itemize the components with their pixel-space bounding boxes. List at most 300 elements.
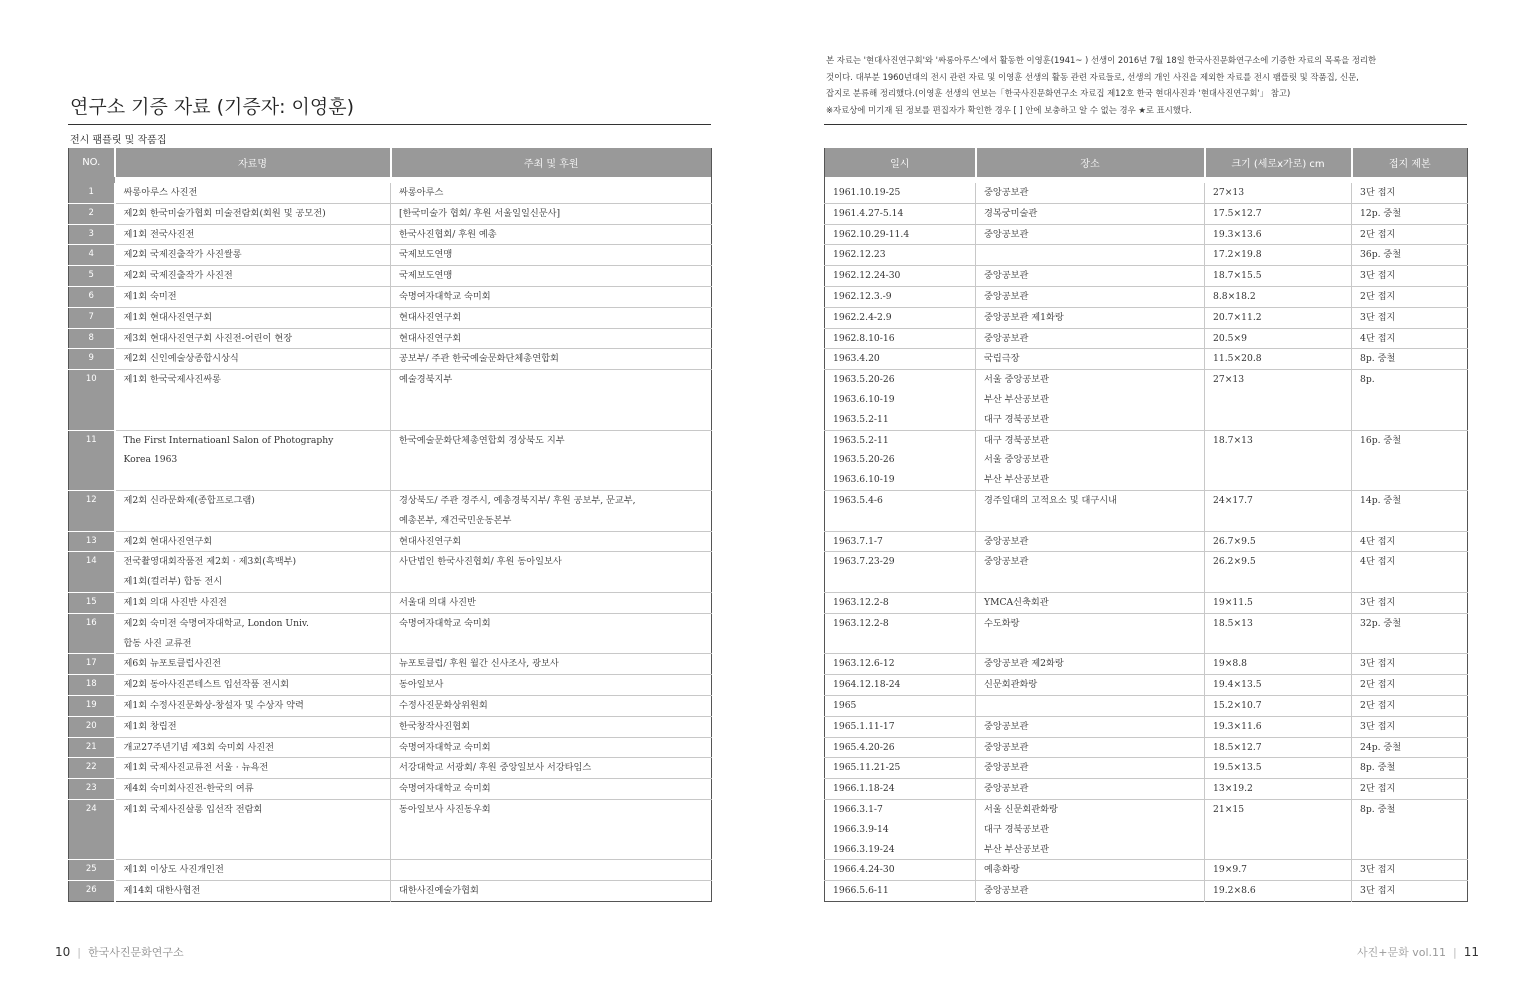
host-sponsor-line: 현대사진연구회 xyxy=(399,311,462,323)
material-title-line: 제3회 현대사진연구회 사진전-어린이 현장 xyxy=(123,332,293,344)
materials-table-left xyxy=(68,148,712,902)
binding-type xyxy=(1352,613,1468,654)
row-number-text: 11 xyxy=(85,434,97,445)
title-rule-left xyxy=(68,124,711,125)
table-row xyxy=(69,799,712,859)
host-sponsor-line: 서강대학교 서광회/ 후원 중앙일보사 서강타임스 xyxy=(399,762,592,774)
binding-type-text: 3단 접지 xyxy=(1360,864,1396,876)
item-size xyxy=(1205,531,1352,552)
host-sponsor-line: 대한사진예술가협회 xyxy=(399,885,479,897)
table-row xyxy=(69,430,712,490)
material-title-line: 제1회(컬러부) 합동 전시 xyxy=(123,576,223,588)
material-title-line: 제2회 국제진출작가 사진전 xyxy=(123,270,233,282)
row-number-text: 19 xyxy=(85,699,97,710)
binding-type-text: 4단 접지 xyxy=(1360,556,1396,568)
exhibition-place xyxy=(976,266,1205,287)
item-size xyxy=(1205,654,1352,675)
binding-type-text: 8p. 중철 xyxy=(1360,803,1396,815)
item-size-text: 27×13 xyxy=(1213,374,1245,386)
host-sponsor-line: 뉴포토클럽/ 후원 월간 신사조사, 광보사 xyxy=(399,658,559,670)
host-sponsor-line: 숙명여자대학교 숙미회 xyxy=(399,783,491,795)
exhibition-date-line: 1966.3.9-14 xyxy=(833,823,889,835)
binding-type-text: 12p. 중철 xyxy=(1360,207,1402,219)
exhibition-date xyxy=(825,552,976,593)
exhibition-date-line: 1963.6.10-19 xyxy=(833,393,895,405)
page-number: 10 xyxy=(55,945,71,959)
journal-name: 사진+문화 vol.11 xyxy=(1356,946,1446,959)
exhibition-date xyxy=(825,224,976,245)
exhibition-place-line: 중앙공보관 xyxy=(984,720,1029,732)
host-sponsor-line xyxy=(399,840,711,860)
footer-right: 사진+문화 vol.11 | 11 xyxy=(1356,945,1479,959)
material-title xyxy=(115,881,391,902)
material-title-line xyxy=(124,410,391,430)
binding-type-text: 2단 접지 xyxy=(1360,290,1396,302)
exhibition-date xyxy=(825,266,976,287)
host-sponsor xyxy=(391,370,712,430)
exhibition-place-line: 부산 부산공보관 xyxy=(984,393,1050,405)
table-row xyxy=(69,613,712,654)
exhibition-date xyxy=(825,328,976,349)
item-size xyxy=(1205,779,1352,800)
exhibition-date-line: 1966.3.19-24 xyxy=(833,843,895,855)
exhibition-place-line: 대구 경북공보관 xyxy=(984,823,1050,835)
exhibition-place-line xyxy=(984,511,1204,531)
binding-type xyxy=(1352,245,1468,266)
item-size-text: 27×13 xyxy=(1213,187,1245,198)
material-title-line xyxy=(124,390,391,410)
exhibition-date-line: 1963.12.6-12 xyxy=(833,658,895,670)
exhibition-place xyxy=(976,203,1205,224)
row-number-text: 5 xyxy=(88,270,94,281)
material-title-line xyxy=(124,511,391,531)
material-title xyxy=(115,716,391,737)
table-row xyxy=(69,860,712,881)
exhibition-place-line: 중앙공보관 xyxy=(984,556,1029,568)
row-number-text: 8 xyxy=(88,332,94,343)
table-row xyxy=(69,531,712,552)
exhibition-place-line: 중앙공보관 xyxy=(984,332,1029,344)
material-title xyxy=(115,370,391,430)
item-size xyxy=(1205,758,1352,779)
host-sponsor xyxy=(391,266,712,287)
row-number xyxy=(69,203,115,224)
item-size-text: 21×15 xyxy=(1213,803,1245,815)
exhibition-date-line: 1963.5.4-6 xyxy=(833,494,883,506)
row-number-text: 4 xyxy=(88,249,94,260)
exhibition-date-line xyxy=(833,511,975,531)
binding-type-text: 14p. 중철 xyxy=(1360,494,1402,506)
table-row xyxy=(69,592,712,613)
material-title xyxy=(115,613,391,654)
table-row xyxy=(69,370,712,430)
row-number xyxy=(69,592,115,613)
host-sponsor xyxy=(391,286,712,307)
host-sponsor-line xyxy=(399,860,711,880)
host-sponsor xyxy=(391,490,712,531)
binding-type-text: 2단 접지 xyxy=(1360,228,1396,240)
host-sponsor-line xyxy=(399,572,711,592)
host-sponsor xyxy=(391,328,712,349)
exhibition-date-line: 1962.2.4-2.9 xyxy=(833,311,892,323)
item-size xyxy=(1205,695,1352,716)
table-row xyxy=(69,490,712,531)
table-row xyxy=(825,758,1468,779)
material-title-line: 제14회 대한사협전 xyxy=(123,885,201,897)
row-number xyxy=(69,183,115,203)
host-sponsor-line: 공보부/ 주관 한국예술문화단체총연합회 xyxy=(399,353,559,365)
table-row xyxy=(825,613,1468,654)
table-row xyxy=(825,266,1468,287)
binding-type-text: 3단 접지 xyxy=(1360,270,1396,282)
page-number: 11 xyxy=(1463,945,1479,959)
material-title xyxy=(115,224,391,245)
material-title xyxy=(115,430,391,490)
row-number xyxy=(69,695,115,716)
exhibition-date xyxy=(825,592,976,613)
host-sponsor-line: 숙명여자대학교 숙미회 xyxy=(399,741,491,753)
binding-type xyxy=(1352,758,1468,779)
exhibition-date-line: 1964.12.18-24 xyxy=(833,679,901,691)
host-sponsor xyxy=(391,779,712,800)
binding-type xyxy=(1352,860,1468,881)
row-number xyxy=(69,224,115,245)
row-number xyxy=(69,370,115,430)
table-row xyxy=(69,737,712,758)
item-size-text: 8.8×18.2 xyxy=(1213,290,1256,302)
exhibition-date xyxy=(825,430,976,490)
table-row xyxy=(825,430,1468,490)
exhibition-place xyxy=(976,328,1205,349)
exhibition-date xyxy=(825,531,976,552)
item-size xyxy=(1205,592,1352,613)
item-size-text: 19.5×13.5 xyxy=(1213,762,1262,774)
row-number xyxy=(69,531,115,552)
table-row xyxy=(825,349,1468,370)
exhibition-date-line: 1965.1.11-17 xyxy=(833,720,895,732)
exhibition-place xyxy=(976,183,1205,203)
item-size xyxy=(1205,716,1352,737)
host-sponsor xyxy=(391,716,712,737)
exhibition-date-line: 1965.4.20-26 xyxy=(833,741,895,753)
binding-type xyxy=(1352,716,1468,737)
item-size xyxy=(1205,349,1352,370)
row-number xyxy=(69,779,115,800)
intro-text xyxy=(826,52,1466,118)
binding-type-text: 3단 접지 xyxy=(1360,720,1396,732)
section-label: 전시 팸플릿 및 작품집 xyxy=(70,135,167,146)
row-number-text: 21 xyxy=(85,741,97,752)
row-number-text: 7 xyxy=(88,311,94,322)
exhibition-date xyxy=(825,349,976,370)
item-size-text: 20.7×11.2 xyxy=(1213,311,1262,323)
binding-type-text: 8p. 중철 xyxy=(1360,762,1396,774)
materials-table-right xyxy=(824,148,1468,902)
table-row xyxy=(825,799,1468,859)
exhibition-date xyxy=(825,490,976,531)
row-number xyxy=(69,490,115,531)
row-number xyxy=(69,881,115,902)
exhibition-date xyxy=(825,695,976,716)
material-title xyxy=(115,675,391,696)
row-number-text: 18 xyxy=(85,679,97,690)
table-row xyxy=(69,654,712,675)
exhibition-place-line: 중앙공보관 xyxy=(984,187,1029,198)
item-size xyxy=(1205,307,1352,328)
item-size xyxy=(1205,860,1352,881)
exhibition-date xyxy=(825,716,976,737)
exhibition-place xyxy=(976,286,1205,307)
item-size-text: 19.3×13.6 xyxy=(1213,228,1262,240)
item-size xyxy=(1205,328,1352,349)
item-size xyxy=(1205,266,1352,287)
host-sponsor xyxy=(391,799,712,859)
exhibition-date-line: 1963.5.2-11 xyxy=(833,413,889,425)
binding-type xyxy=(1352,552,1468,593)
header-title: 자료명 xyxy=(115,148,391,177)
item-size-text: 18.7×13 xyxy=(1213,434,1253,446)
item-size-text: 17.5×12.7 xyxy=(1213,207,1262,219)
host-sponsor-line: 국제보도연맹 xyxy=(399,249,453,261)
material-title-line: 제4회 숙미회사진전-한국의 여류 xyxy=(123,783,254,795)
table-row xyxy=(69,779,712,800)
exhibition-place-line: 부산 부산공보관 xyxy=(984,474,1050,486)
exhibition-date xyxy=(825,675,976,696)
host-sponsor-line: 현대사진연구회 xyxy=(399,332,462,344)
binding-type-text: 4단 접지 xyxy=(1360,332,1396,344)
table-row xyxy=(69,224,712,245)
exhibition-place xyxy=(976,552,1205,593)
host-sponsor xyxy=(391,552,712,593)
host-sponsor-line: 한국사진협회/ 후원 예총 xyxy=(399,228,497,240)
binding-type-text: 4단 접지 xyxy=(1360,535,1396,547)
row-number-text: 26 xyxy=(85,885,97,896)
row-number xyxy=(69,266,115,287)
material-title-line: The First Internatioanl Salon of Photography xyxy=(123,434,334,446)
host-sponsor-line: 사단법인 한국사진협회/ 후원 동아일보사 xyxy=(399,556,562,568)
host-sponsor-line: [한국미술가 협회/ 후원 서울일일신문사] xyxy=(399,207,561,219)
binding-type xyxy=(1352,286,1468,307)
host-sponsor xyxy=(391,307,712,328)
item-size xyxy=(1205,224,1352,245)
exhibition-date-line: 1962.12.23 xyxy=(833,249,886,261)
material-title-line: 제1회 전국사진전 xyxy=(123,228,195,240)
exhibition-place xyxy=(976,675,1205,696)
host-sponsor-line xyxy=(399,410,711,430)
exhibition-place xyxy=(976,370,1205,430)
exhibition-date-line: 1963.5.20-26 xyxy=(833,374,895,386)
exhibition-place xyxy=(976,737,1205,758)
item-size-text: 26.7×9.5 xyxy=(1213,535,1256,547)
binding-type-text: 24p. 중철 xyxy=(1360,741,1402,753)
exhibition-place xyxy=(976,224,1205,245)
item-size xyxy=(1205,430,1352,490)
binding-type-text: 32p. 중철 xyxy=(1360,617,1402,629)
exhibition-date-line: 1963.6.10-19 xyxy=(833,474,895,486)
material-title-line: 제1회 숙미전 xyxy=(123,290,177,302)
material-title-line: 개교27주년기념 제3회 숙미회 사진전 xyxy=(123,741,275,753)
item-size-text: 19×8.8 xyxy=(1213,658,1248,670)
item-size-text: 24×17.7 xyxy=(1213,494,1253,506)
exhibition-place-line xyxy=(984,634,1204,654)
exhibition-place-line: 중앙공보관 xyxy=(984,741,1029,753)
exhibition-date xyxy=(825,613,976,654)
exhibition-place xyxy=(976,613,1205,654)
exhibition-place xyxy=(976,860,1205,881)
material-title-line: 제1회 국제사진교류전 서울 · 뉴욕전 xyxy=(123,762,269,774)
item-size-text: 18.5×13 xyxy=(1213,617,1253,629)
row-number-text: 3 xyxy=(88,228,94,239)
host-sponsor xyxy=(391,654,712,675)
host-sponsor-line: 동아일보사 사진동우회 xyxy=(399,803,491,815)
binding-type-text: 3단 접지 xyxy=(1360,311,1396,323)
host-sponsor-line: 한국예술문화단체총연합회 경상북도 지부 xyxy=(399,434,565,446)
material-title-line: 제1회 의대 사진반 사진전 xyxy=(123,596,227,608)
host-sponsor xyxy=(391,183,712,203)
binding-type-text: 8p. xyxy=(1360,374,1375,386)
item-size-text: 26.2×9.5 xyxy=(1213,556,1256,568)
material-title-line: 제6회 뉴포토클럽사진전 xyxy=(123,658,222,670)
material-title xyxy=(115,286,391,307)
material-title xyxy=(115,183,391,203)
row-number-text: 17 xyxy=(85,658,97,669)
exhibition-date-line: 1961.10.19-25 xyxy=(833,187,901,198)
exhibition-place-line: 중앙공보관 xyxy=(984,535,1029,547)
material-title xyxy=(115,349,391,370)
host-sponsor xyxy=(391,675,712,696)
host-sponsor-line: 숙명여자대학교 숙미회 xyxy=(399,617,491,629)
item-size-text: 19.3×11.6 xyxy=(1213,720,1262,732)
material-title-line: 제2회 국제진출작가 사진쌀롱 xyxy=(123,249,242,261)
binding-type xyxy=(1352,266,1468,287)
host-sponsor xyxy=(391,349,712,370)
item-size xyxy=(1205,490,1352,531)
table-row xyxy=(69,349,712,370)
exhibition-date xyxy=(825,758,976,779)
exhibition-place-line: 예총화랑 xyxy=(984,864,1020,876)
material-title-line: 전국촬영대회작품전 제2회 · 제3회(흑백부) xyxy=(123,556,297,568)
host-sponsor-line: 국제보도연맹 xyxy=(399,270,453,282)
exhibition-date-line: 1966.5.6-11 xyxy=(833,885,889,897)
table-row xyxy=(825,183,1468,203)
material-title xyxy=(115,307,391,328)
host-sponsor-line xyxy=(399,820,711,840)
exhibition-date-line: 1962.12.3.-9 xyxy=(833,290,892,302)
host-sponsor-line: 동아일보사 xyxy=(399,679,444,691)
binding-type xyxy=(1352,654,1468,675)
exhibition-place xyxy=(976,531,1205,552)
exhibition-place-line xyxy=(984,245,1204,265)
exhibition-place xyxy=(976,799,1205,859)
exhibition-date xyxy=(825,737,976,758)
exhibition-place xyxy=(976,758,1205,779)
table-row xyxy=(69,758,712,779)
material-title-line: 제2회 동아사진콘테스트 입선작품 전시회 xyxy=(123,679,289,691)
binding-type xyxy=(1352,307,1468,328)
table-row xyxy=(825,490,1468,531)
host-sponsor xyxy=(391,737,712,758)
row-number xyxy=(69,675,115,696)
host-sponsor-line: 예술경북지부 xyxy=(399,374,453,386)
host-sponsor-line: 숙명여자대학교 숙미회 xyxy=(399,290,491,302)
binding-type xyxy=(1352,695,1468,716)
material-title-line xyxy=(124,470,391,490)
item-size xyxy=(1205,286,1352,307)
exhibition-date-line: 1963.12.2-8 xyxy=(833,596,889,608)
exhibition-place-line: 국립극장 xyxy=(984,353,1020,365)
row-number-text: 13 xyxy=(85,535,97,546)
exhibition-place-line: 수도화랑 xyxy=(984,617,1020,629)
title-rule-right xyxy=(824,124,1467,125)
host-sponsor xyxy=(391,860,712,881)
material-title xyxy=(115,266,391,287)
host-sponsor xyxy=(391,203,712,224)
exhibition-date-line: 1966.4.24-30 xyxy=(833,864,895,876)
header-no: NO. xyxy=(69,148,115,177)
row-number-text: 15 xyxy=(85,596,97,607)
exhibition-date-line xyxy=(833,572,975,592)
table-row xyxy=(825,654,1468,675)
row-number xyxy=(69,716,115,737)
binding-type xyxy=(1352,430,1468,490)
binding-type xyxy=(1352,675,1468,696)
row-number xyxy=(69,654,115,675)
exhibition-place xyxy=(976,654,1205,675)
table-row xyxy=(825,737,1468,758)
row-number-text: 16 xyxy=(85,617,97,628)
row-number xyxy=(69,758,115,779)
binding-type-text: 2단 접지 xyxy=(1360,699,1396,711)
row-number-text: 9 xyxy=(88,353,94,364)
item-size xyxy=(1205,245,1352,266)
exhibition-date-line: 1962.8.10-16 xyxy=(833,332,895,344)
header-host: 주최 및 후원 xyxy=(391,148,712,177)
host-sponsor xyxy=(391,224,712,245)
publisher-name: 한국사진문화연구소 xyxy=(88,946,184,959)
table-row xyxy=(69,675,712,696)
material-title xyxy=(115,203,391,224)
row-number-text: 20 xyxy=(85,720,97,731)
material-title-line: Korea 1963 xyxy=(123,454,178,466)
table-row xyxy=(69,307,712,328)
exhibition-date xyxy=(825,203,976,224)
exhibition-date xyxy=(825,860,976,881)
exhibition-place-line: 경복궁미술관 xyxy=(984,207,1038,219)
item-size-text: 18.5×12.7 xyxy=(1213,741,1262,753)
exhibition-place-line xyxy=(984,572,1204,592)
exhibition-place-line: 경주일대의 고적요소 및 대구시내 xyxy=(984,494,1118,506)
table-row xyxy=(69,266,712,287)
intro-line: ※자료상에 미기재 된 정보를 편집자가 확인한 경우 [ ] 안에 보충하고 알 수 없는 경우 ★로 표시했다. xyxy=(826,104,1192,115)
exhibition-place-line: 중앙공보관 xyxy=(984,228,1029,240)
exhibition-date-line: 1965 xyxy=(833,699,857,711)
exhibition-place xyxy=(976,245,1205,266)
exhibition-place xyxy=(976,716,1205,737)
binding-type-text: 3단 접지 xyxy=(1360,187,1396,198)
footer-left: 10 | 한국사진문화연구소 xyxy=(55,945,184,959)
exhibition-date-line: 1963.7.23-29 xyxy=(833,556,895,568)
binding-type xyxy=(1352,592,1468,613)
item-size-text: 19.2×8.6 xyxy=(1213,885,1256,897)
host-sponsor-line: 서울대 의대 사진반 xyxy=(399,596,476,608)
binding-type xyxy=(1352,737,1468,758)
table-row xyxy=(825,203,1468,224)
exhibition-place xyxy=(976,881,1205,902)
table-row xyxy=(825,881,1468,902)
material-title xyxy=(115,490,391,531)
material-title xyxy=(115,695,391,716)
table-row xyxy=(69,203,712,224)
